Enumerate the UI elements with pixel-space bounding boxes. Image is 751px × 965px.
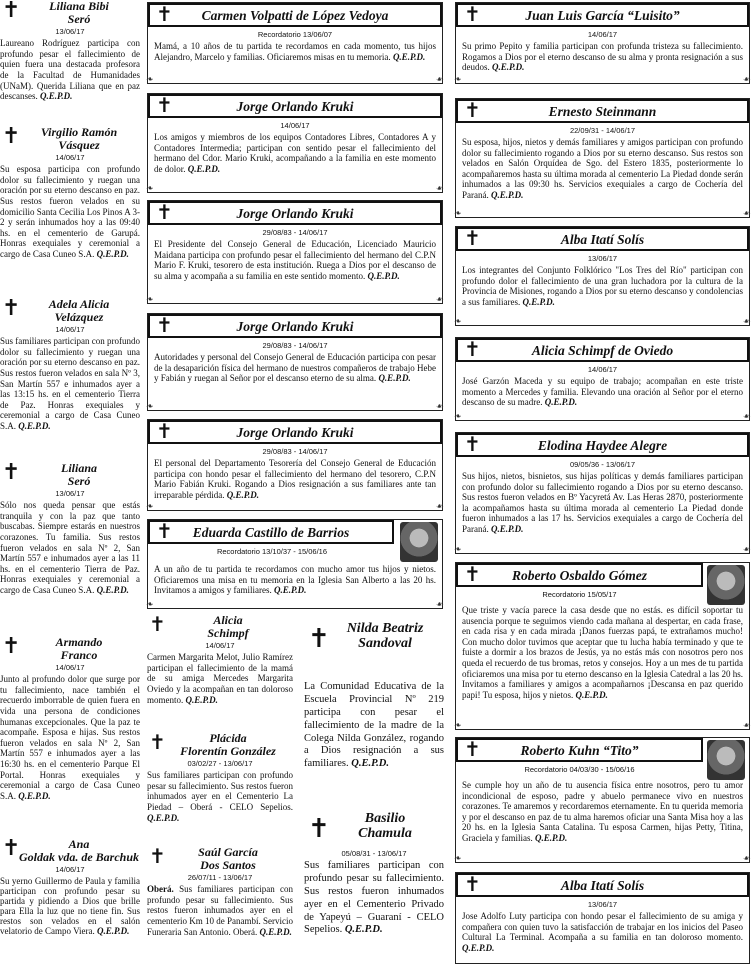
notice-name: Roberto Kuhn “Tito” xyxy=(520,743,639,758)
cross-icon: ✝ xyxy=(464,226,481,250)
corner-ornament-icon: ☙ xyxy=(742,853,751,863)
cross-icon: ✝ xyxy=(2,460,21,485)
notice-name: Elodina Haydee Alegre xyxy=(537,438,668,453)
notice-header xyxy=(148,520,394,544)
notice-header xyxy=(456,433,749,457)
notice-name: Nilda Beatriz Sandoval xyxy=(346,621,424,651)
column-middle xyxy=(147,0,443,965)
notice-header xyxy=(456,873,749,897)
cross-icon: ✝ xyxy=(156,519,173,543)
notice-date: 14/06/17 xyxy=(205,641,235,651)
corner-ornament-icon: ❧ xyxy=(146,501,154,511)
notice-name: Plácida Florentín González xyxy=(180,731,276,758)
notice-date: Recordatorio 13/06/07 xyxy=(257,30,333,39)
notice-name: Alicia Schimpf xyxy=(207,613,249,640)
corner-ornament-icon: ☙ xyxy=(742,74,751,84)
cross-icon: ✝ xyxy=(156,419,173,443)
corner-ornament-icon: ☙ xyxy=(435,294,444,304)
corner-ornament-icon: ❧ xyxy=(454,74,462,84)
notice-juan-luis-garcia xyxy=(455,2,750,84)
portrait-photo xyxy=(400,522,438,562)
notice-date: 03/02/27 - 13/06/17 xyxy=(187,759,253,769)
corner-ornament-icon: ❧ xyxy=(454,720,462,730)
notice-name: Ernesto Steinmann xyxy=(548,104,657,119)
notice-date: 14/06/17 xyxy=(587,365,618,374)
notice-alba-solis-1 xyxy=(455,226,750,326)
notice-header xyxy=(456,227,749,251)
notice-text: Su esposa, hijos, nietos y demás familiares y amigos participan con profundo dolor su fallecimiento rogando a Dios por su eterno descanso. Sus restos son velados en Salón Orquídea de Sgo. del Estero 1835, posteriormente lo acompañaremos hasta su última morada al cementerio La Piedad donde serán inhumados a las 09:30 hs. Servicios exequiales a cargo de Cochería del Paraná. Q.E.P.D. xyxy=(462,137,743,200)
notice-jorge-kruki-3 xyxy=(147,313,443,411)
notice-carmen-volpatti xyxy=(147,2,443,84)
notice-adela-velazquez xyxy=(0,298,140,432)
notice-header xyxy=(456,563,703,587)
notice-jorge-kruki-4 xyxy=(147,419,443,511)
notice-date: 13/06/17 xyxy=(55,489,85,499)
notice-name: Juan Luis García “Luisito” xyxy=(525,8,680,23)
notice-text: Autoridades y personal del Consejo General de Educación participa con pesar de la desaparición física del hermano de nuestros compañeros de trabajo Hebe y Fabián y ruegan al Señor por el descanso eterno de su alma. Q.E.P.D. xyxy=(154,352,436,384)
notice-header xyxy=(148,420,442,444)
notice-date: 14/06/17 xyxy=(55,325,85,335)
notice-name: Jorge Orlando Kruki xyxy=(236,319,354,334)
cross-icon: ✝ xyxy=(464,562,481,586)
column-right xyxy=(455,0,750,965)
notice-header xyxy=(148,3,442,27)
corner-ornament-icon: ☙ xyxy=(742,411,751,421)
notice-date: 14/06/17 xyxy=(280,121,310,130)
notice-armando-franco xyxy=(0,636,140,801)
notice-text: Se cumple hoy un año de tu ausencia física entre nosotros, pero tu amor incondicional de esposo, padre y abuelo permanece vivo en nuestros corazones. Te amaremos y recordaremos eternamente. En tu querida memoria y por el descanso en paz de tu alma haremos oficiar una Santa Misa hoy a las 20 hs. en la Iglesia Santa Catalina. Tu esposa Carmen, hijas Petty, Titina, Graciela y familias. Q.E.P.D. xyxy=(462,780,743,843)
notice-text: El personal del Departamento Tesorería del Consejo General de Educación participa con hondo pesar el fallecimiento del hermano del tesorero, C.P.N Mario Fabián Kruki. Rogando a Dios resignación a sus familiares ante tan irreparable pérdida. Q.E.P.D. xyxy=(154,458,436,500)
notice-text: La Comunidad Educativa de la Escuela Provincial Nº 219 participa con pesar el fallecimiento de la madre de la Colega Nilda González, rogando a Dios resignación a sus familiares. Q.E.P.D. xyxy=(304,681,444,770)
notice-date: Recordatorio 13/10/37 - 15/06/16 xyxy=(216,547,328,556)
notice-basilio-chamula xyxy=(304,812,444,937)
notice-date: 29/08/83 - 14/06/17 xyxy=(262,228,328,237)
cross-icon: ✝ xyxy=(149,844,166,868)
cross-icon: ✝ xyxy=(464,2,481,26)
notice-date: 13/06/17 xyxy=(55,27,85,37)
corner-ornament-icon: ❧ xyxy=(454,544,462,554)
corner-ornament-icon: ❧ xyxy=(146,401,154,411)
corner-ornament-icon: ❧ xyxy=(146,599,154,609)
notice-eduarda-castillo xyxy=(147,519,443,609)
notice-date: 14/06/17 xyxy=(55,663,85,673)
notice-text: Mamá, a 10 años de tu partida te recordamos en cada momento, tus hijos Alejandro, Marcelo y familias. Oficiaremos misas en tu memoria. Q.E.P.D. xyxy=(154,41,436,62)
notice-name: Liliana Bibi Seró xyxy=(49,0,109,26)
notice-jorge-kruki-1 xyxy=(147,93,443,193)
cross-icon: ✝ xyxy=(464,872,481,896)
notice-text: Sus familiares participan con profundo dolor su fallecimiento y ruegan una oración por su eterno descanso en paz. Sus restos fueron velados en sala Nº 3, San Martín 557 e inhumados ayer a las 13:15 hs. en el cementerio Tierra de Paz. Honras exequiales y ceremonial a cargo de Casa Cuneo S.A. Q.E.P.D. xyxy=(0,336,140,431)
notice-name: Alba Itatí Solís xyxy=(560,878,645,893)
notice-text: Su yerno Guillermo de Paula y familia participan con profundo pesar su partida y pidiendo a Dios que brille para Ella la luz que no tiene fin. Sus restos son velados en el salón velatorio de Campo Viera. Q.E.P.D. xyxy=(0,876,140,937)
notice-text: Sus hijos, nietos, bisnietos, sus hijas políticas y demás familiares participan con profundo dolor su fallecimiento rogando a Dios por su eterno descanso. Sus restos fueron velados en Bº Yacyretá Av. Las Heras 2870, posteriormente la acompañamos hasta su última morada al cementerio La Piedad donde fueron inhumados a las 17 hs. Servicios exequiales a cargo de Cochería del Paraná. Q.E.P.D. xyxy=(462,471,743,534)
notice-date: 22/09/31 - 14/06/17 xyxy=(569,126,636,135)
corner-ornament-icon: ☙ xyxy=(435,599,444,609)
notice-date: 29/08/83 - 14/06/17 xyxy=(262,447,328,456)
notice-header xyxy=(148,94,442,118)
corner-ornament-icon: ☙ xyxy=(435,183,444,193)
corner-ornament-icon: ☙ xyxy=(742,544,751,554)
corner-ornament-icon: ☙ xyxy=(435,501,444,511)
cross-icon: ✝ xyxy=(2,296,21,321)
notice-text: Sus familiares participan con profundo pesar su fallecimiento. Sus restos fueron inhumados ayer en el Cementerio Privado de Yapeyú – Guaraní - CELO Sepelios. Q.E.P.D. xyxy=(304,860,444,936)
notice-liliana-sero xyxy=(0,462,140,596)
notice-header xyxy=(456,99,749,123)
notice-text: Los integrantes del Conjunto Folklórico "Los Tres del Río" participan con profundo dolor el fallecimiento de una gran luchadora por la cultura de la Provincia de Misiones, rogando a Dios por su eterno descanso y condolencias a sus familiares. Q.E.P.D. xyxy=(462,265,743,307)
notice-name: Armando Franco xyxy=(55,635,103,662)
notice-date: Recordatorio 15/05/17 xyxy=(542,590,617,599)
cross-icon: ✝ xyxy=(156,313,173,337)
notice-date: 14/06/17 xyxy=(55,865,85,875)
cross-icon: ✝ xyxy=(149,730,166,754)
notice-text: Sólo nos queda pensar que estás tranquila y con la paz que tanto buscabas. Siempre estarás en nuestros corazones. Tu familia. Sus restos fueron velados en sala Nº 2, San Martín 557 e inhumados ayer a las 11 hs. en el cementerio Tierra de Paz. Honras exequiales y ceremonial a cargo de Casa Cuneo S.A. Q.E.P.D. xyxy=(0,500,140,595)
notice-ernesto-steinmann xyxy=(455,98,750,218)
notice-text: Sus familiares participan con profundo pesar su fallecimiento. Sus restos fueron inhumados ayer en el Cementerio La Piedad – Oberá - CELO Sepelios. Q.E.P.D. xyxy=(147,770,293,823)
notice-name: Carmen Volpatti de López Vedoya xyxy=(201,8,389,23)
notice-text: A un año de tu partida te recordamos con mucho amor tus hijos y nietos. Oficiaremos una misa en tu memoria en la Iglesia San Alberto a las 20 hs. Invitamos a amigos y familiares. Q.E.P.D. xyxy=(154,564,436,596)
cross-icon: ✝ xyxy=(464,737,481,761)
notice-name: Eduarda Castillo de Barrios xyxy=(192,525,350,540)
notice-placida-florentin xyxy=(147,732,293,823)
notice-header xyxy=(148,201,442,225)
notice-header xyxy=(456,738,703,762)
corner-ornament-icon: ❧ xyxy=(146,294,154,304)
notice-text: Los amigos y miembros de los equipos Contadores Libres, Contadores A y Contadores Intermedia; participan con sentido pesar el fallecimiento del hermano del Cdor. Mario Kruki, acompañando a la familia en este momento de dolor. Q.E.P.D. xyxy=(154,132,436,174)
corner-ornament-icon: ☙ xyxy=(742,208,751,218)
notice-name: Alba Itatí Solís xyxy=(560,232,645,247)
corner-ornament-icon: ❧ xyxy=(454,853,462,863)
notice-alicia-schimpf-oviedo xyxy=(455,337,750,421)
corner-ornament-icon: ❧ xyxy=(454,208,462,218)
notice-liliana-bibi-sero xyxy=(0,0,140,102)
notice-header xyxy=(456,338,749,362)
notice-date: 05/08/31 - 13/06/17 xyxy=(341,849,407,859)
corner-ornament-icon: ☙ xyxy=(742,316,751,326)
cross-icon: ✝ xyxy=(156,93,173,117)
notice-name: Jorge Orlando Kruki xyxy=(236,206,354,221)
notice-name: Alicia Schimpf de Oviedo xyxy=(531,343,674,358)
notice-text: El Presidente del Consejo General de Educación, Licenciado Mauricio Maidana participa con profundo pesar el fallecimiento del hermano del C.P.N Mario F. Kruki, tesorero de esta institución. Ruega a Dios por el descanso de su alma y acompaña a su familia en este sentido momento. Q.E.P.D. xyxy=(154,239,436,281)
notice-text: Jose Adolfo Luty participa con hondo pesar el fallecimiento de su amiga y compañera con quien tuvo la satisfacción de trabajar en los inicios del Paseo Cultural La Terminal. Acompaña a su familia en tan doloroso momento. Q.E.P.D. xyxy=(462,911,743,953)
corner-ornament-icon: ☙ xyxy=(435,74,444,84)
notice-name: Jorge Orlando Kruki xyxy=(236,425,354,440)
notice-date: Recordatorio 04/03/30 - 15/06/16 xyxy=(524,765,635,774)
notice-name: Virgilio Ramón Vásquez xyxy=(40,125,118,152)
corner-ornament-icon: ☙ xyxy=(435,401,444,411)
corner-ornament-icon: ❧ xyxy=(454,316,462,326)
notice-text: Oberá. Sus familiares participan con profundo pesar su fallecimiento. Sus restos fueron inhumados ayer en el cementerio Km 10 de Panambí. Servicio Funeraria San Antonio. Oberá. Q.E.P.D. xyxy=(147,884,294,937)
cross-icon: ✝ xyxy=(464,98,481,122)
notice-date: 13/06/17 xyxy=(587,254,618,263)
cross-icon: ✝ xyxy=(308,624,330,654)
notice-alicia-schimpf xyxy=(147,614,293,705)
notice-name: Roberto Osbaldo Gómez xyxy=(512,568,647,583)
corner-ornament-icon: ❧ xyxy=(146,183,154,193)
cross-icon: ✝ xyxy=(149,612,166,636)
corner-ornament-icon: ❧ xyxy=(454,411,462,421)
corner-ornament-icon: ☙ xyxy=(742,720,751,730)
notice-virgilio-vasquez xyxy=(0,126,140,260)
notice-name: Jorge Orlando Kruki xyxy=(236,99,354,114)
notice-date: 29/08/83 - 14/06/17 xyxy=(262,341,328,350)
notice-roberto-kuhn xyxy=(455,737,750,863)
cross-icon: ✝ xyxy=(2,0,21,23)
cross-icon: ✝ xyxy=(2,836,21,861)
cross-icon: ✝ xyxy=(2,634,21,659)
notice-date: 26/07/11 - 13/06/17 xyxy=(187,873,253,883)
cross-icon: ✝ xyxy=(156,200,173,224)
notice-name: Adela Alicia Velázquez xyxy=(48,297,110,324)
notice-text: Que triste y vacía parece la casa desde que no estás. es difícil soportar tu ausencia porque te seguimos viendo cada mañana al despertar, en cada frase, en cada risa y en cada mirada ¡Danos fuerzas papá, te extrañamos mucho! Con mucho dolor tuvimos que aceptar que tu lucha había terminado y que te fuiste a dormir a los brazos de Jesús, ya no estás más con nosotros pero nos queda el recuerdo de tus bromas, retos y consejos. Hoy a un mes de tu partida oficiaremos una misa por tu eterno descanso en la Iglesia Catedral a las 20 hs. Invitamos a familiares y amigos a acompañarnos ¡Descansa en paz querido papi! Tu esposa, hijos y nietos. Q.E.P.D. xyxy=(462,605,743,700)
notice-name: Ana Goldak vda. de Barchuk xyxy=(19,837,139,864)
notice-name: Saúl García Dos Santos xyxy=(198,845,258,872)
notice-header xyxy=(148,314,442,338)
cross-icon: ✝ xyxy=(156,2,173,26)
cross-icon: ✝ xyxy=(308,814,330,844)
notice-text: Laureano Rodríguez participa con profundo pesar el fallecimiento de quien fuera una destacada profesora de la Facultad de Humanidades (UNaM). Querida Liliana que en paz descanses. Q.E.P.D. xyxy=(0,38,140,102)
cross-icon: ✝ xyxy=(2,124,21,149)
portrait-photo xyxy=(707,565,745,605)
notice-date: 14/06/17 xyxy=(587,30,618,39)
notice-name: Liliana Seró xyxy=(60,461,97,488)
notice-text: Su primo Pepito y familia participan con profunda tristeza su fallecimiento. Rogamos a Dios por el eterno descanso de su alma y pronta resignación a sus deudos. Q.E.P.D. xyxy=(462,41,743,73)
notice-name: Basilio Chamula xyxy=(358,811,412,841)
portrait-photo xyxy=(707,740,745,780)
notice-date: 13/06/17 xyxy=(587,900,618,909)
notice-elodina-alegre xyxy=(455,432,750,554)
corner-ornament-icon: ❧ xyxy=(146,74,154,84)
notice-nilda-sandoval xyxy=(304,622,444,771)
notice-text: José Garzón Maceda y su equipo de trabajo; acompañan en este triste momento a Mercedes y familia. Elevando una oración al Señor por el eterno descanso de su madre. Q.E.P.D. xyxy=(462,376,743,408)
notice-saul-garcia xyxy=(147,846,293,937)
notice-header xyxy=(456,3,749,27)
notice-text: Su esposa participa con profundo dolor su fallecimiento y ruegan una oración por su eterno descanso en paz. Sus restos fueron velados en su domicilio Santa Cecilia Los Pinos A 3-2 y serán inhumados hoy a las 09:40 hs. en el cementerio de Garupá. Honras exequiales y ceremonial a cargo de Casa Cuneo S.A. Q.E.P.D. xyxy=(0,164,140,259)
notice-roberto-gomez xyxy=(455,562,750,730)
notice-jorge-kruki-2 xyxy=(147,200,443,304)
notice-ana-goldak xyxy=(0,838,140,936)
notice-date: 14/06/17 xyxy=(55,153,85,163)
notice-date: 09/05/36 - 13/06/17 xyxy=(569,460,636,469)
notice-alba-solis-2 xyxy=(455,872,750,964)
cross-icon: ✝ xyxy=(464,337,481,361)
cross-icon: ✝ xyxy=(464,432,481,456)
notice-text: Junto al profundo dolor que surge por tu fallecimiento, nace también el recuerdo imborrable de quien fuera en vida una persona de condiciones humanas excepcionales. Que la paz te acompañe. Esposa e hijas. Sus restos fueron velados en sala Nº 2, San Martín 557 e inhumados ayer a las 16:30 hs. en el cementerio Parque El Portal. Honras exequiales y ceremonial a cargo de Casa Cuneo S.A. Q.E.P.D. xyxy=(0,674,140,801)
notice-text: Carmen Margarita Melot, Julio Ramírez participan el fallecimiento de la mamá de su amiga Mercedes Margarita Oviedo y la acompañan en tan doloroso momento. Q.E.P.D. xyxy=(147,652,293,705)
